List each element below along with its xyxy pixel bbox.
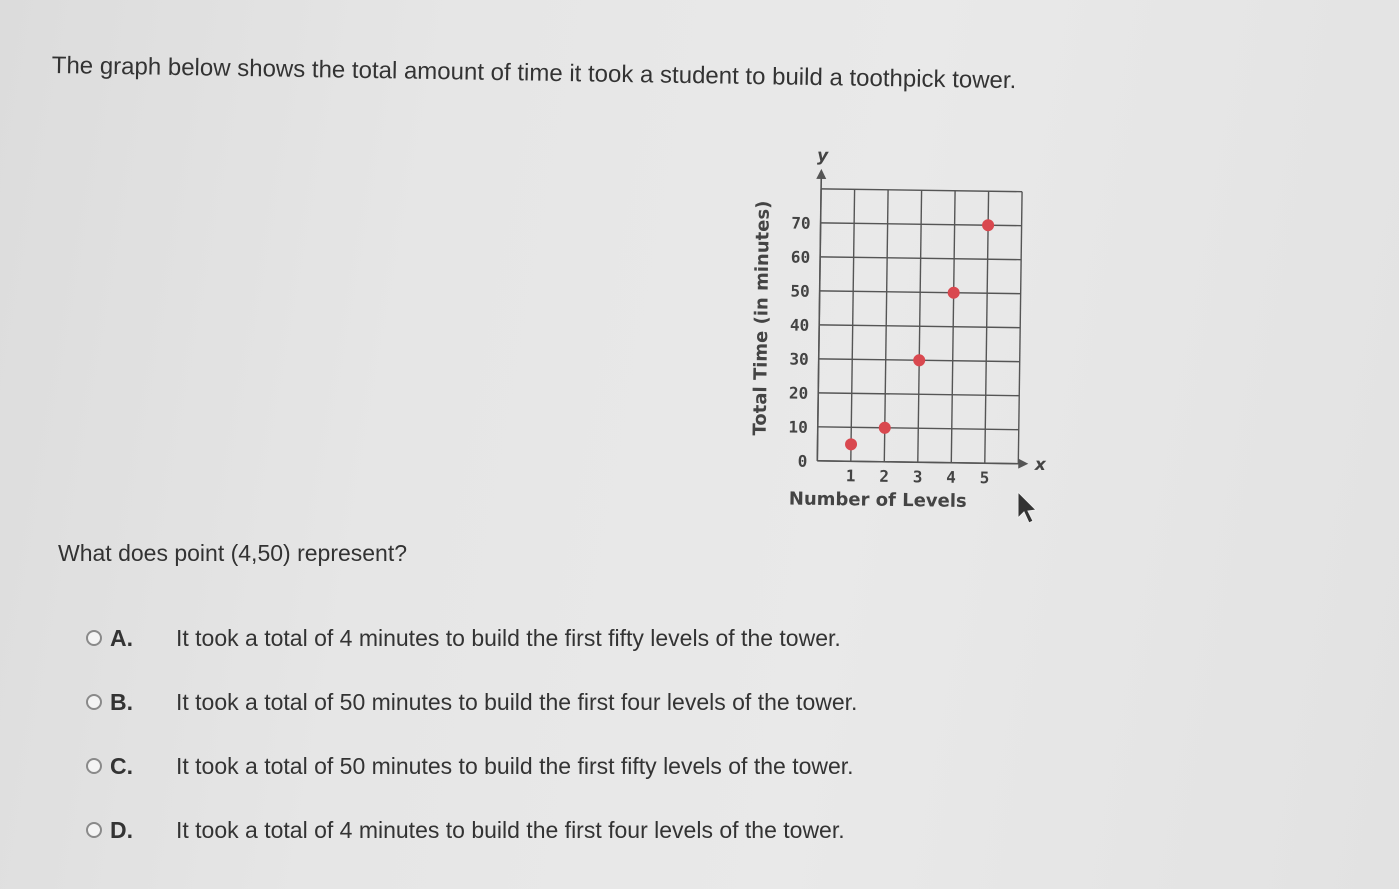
option-letter: B. bbox=[110, 688, 133, 715]
radio-button-d[interactable] bbox=[86, 822, 102, 838]
x-axis-title: Number of Levels bbox=[788, 488, 967, 512]
option-c[interactable] bbox=[86, 734, 857, 798]
radio-button-b[interactable] bbox=[86, 694, 102, 710]
mouse-cursor-icon bbox=[1018, 492, 1036, 523]
option-text: It took a total of 4 minutes to build the first fifty levels of the tower. bbox=[176, 624, 841, 651]
x-axis-letter: x bbox=[1034, 454, 1046, 476]
option-text: It took a total of 50 minutes to build the first fifty levels of the tower. bbox=[176, 752, 854, 779]
svg-text:1: 1 bbox=[845, 466, 856, 486]
y-axis-letter: y bbox=[816, 145, 829, 166]
y-axis-arrow-icon bbox=[816, 169, 826, 179]
y-axis-line bbox=[817, 177, 821, 461]
svg-text:0: 0 bbox=[797, 451, 808, 471]
y-axis-title: Total Time (in minutes) bbox=[749, 200, 774, 436]
answer-options bbox=[86, 606, 857, 862]
option-text: It took a total of 4 minutes to build the first four levels of the tower. bbox=[176, 816, 845, 843]
option-b[interactable] bbox=[86, 670, 857, 734]
option-letter: A. bbox=[110, 624, 133, 651]
question-text: What does point (4,50) represent? bbox=[58, 540, 408, 566]
option-a[interactable] bbox=[86, 606, 857, 670]
svg-text:60: 60 bbox=[790, 247, 811, 267]
svg-text:3: 3 bbox=[912, 467, 923, 487]
chart-canvas bbox=[740, 140, 1060, 530]
x-axis-line bbox=[817, 461, 1020, 464]
svg-text:30: 30 bbox=[789, 349, 809, 369]
svg-text:10: 10 bbox=[788, 417, 808, 437]
scatter-chart bbox=[740, 140, 1060, 530]
svg-text:5: 5 bbox=[979, 468, 990, 488]
svg-text:4: 4 bbox=[946, 467, 957, 487]
svg-text:2: 2 bbox=[879, 466, 890, 486]
option-letter: D. bbox=[110, 816, 133, 843]
radio-button-a[interactable] bbox=[86, 630, 102, 646]
option-d[interactable] bbox=[86, 798, 857, 862]
x-axis-arrow-icon bbox=[1018, 459, 1028, 469]
y-tick-labels bbox=[788, 213, 811, 470]
svg-text:20: 20 bbox=[788, 383, 809, 403]
option-letter: C. bbox=[110, 752, 133, 779]
option-text: It took a total of 50 minutes to build the first four levels of the tower. bbox=[176, 688, 858, 715]
svg-text:40: 40 bbox=[789, 315, 810, 335]
svg-text:70: 70 bbox=[791, 213, 811, 233]
question-prompt: The graph below shows the total amount of time it took a student to build a toothpick tower. bbox=[51, 52, 1017, 95]
x-tick-labels bbox=[846, 466, 990, 487]
svg-text:50: 50 bbox=[790, 281, 810, 301]
radio-button-c[interactable] bbox=[86, 758, 102, 774]
